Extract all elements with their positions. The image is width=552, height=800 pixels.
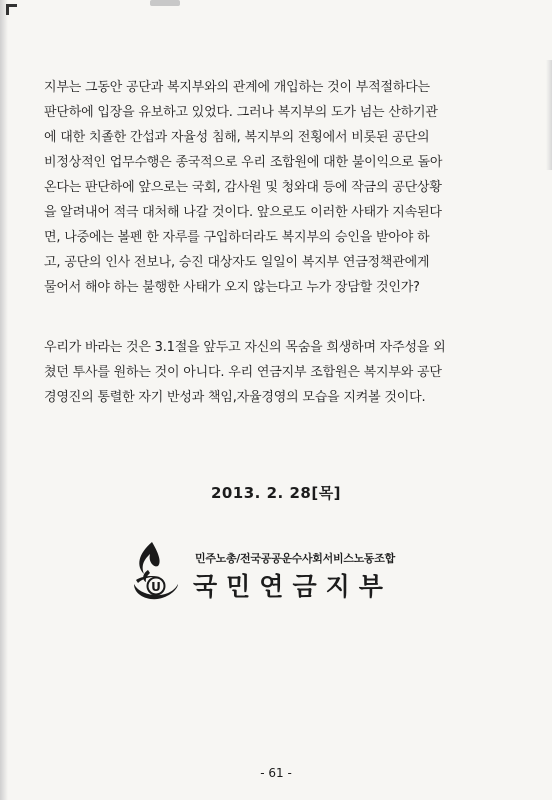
- body-paragraph-1: [44, 75, 522, 300]
- logo-letter: U: [151, 580, 161, 594]
- scan-edge-left: [0, 0, 8, 800]
- text-line: 온다는 판단하에 앞으로는 국회, 감사원 및 청와대 등에 작금의 공단상황: [44, 180, 442, 195]
- scan-edge-right: [546, 60, 552, 170]
- text-line: 비정상적인 업무수행은 종국적으로 우리 조합원에 대한 불이익으로 돌아: [44, 155, 443, 170]
- flame-u-logo-icon: [128, 540, 183, 602]
- corner-mark: [6, 4, 17, 15]
- text-line: 경영진의 통렬한 자기 반성과 책임,자율경영의 모습을 지켜볼 것이다.: [44, 390, 426, 405]
- body-paragraph-2: [44, 335, 522, 410]
- text-line: 을 알려내어 적극 대처해 나갈 것이다. 앞으로도 이러한 사태가 지속된다: [44, 205, 442, 220]
- text-line: 에 대한 치졸한 간섭과 자율성 침해, 복지부의 전횡에서 비롯된 공단의: [44, 130, 430, 145]
- text-line: 판단하에 입장을 유보하고 있었다. 그러나 복지부의 도가 넘는 산하기관: [44, 105, 438, 120]
- org-name: 국민연금지부: [193, 572, 392, 601]
- top-smudge: [150, 0, 180, 6]
- text-line: 지부는 그동안 공단과 복지부와의 관계에 개입하는 것이 부적절하다는: [44, 80, 430, 95]
- logo-graphic: [128, 540, 183, 602]
- org-subtitle: 민주노총/전국공공운수사회서비스노동조합: [195, 552, 395, 565]
- text-line: 물어서 해야 하는 불행한 사태가 오지 않는다고 누가 장담할 것인가?: [44, 280, 420, 295]
- text-line: 쳤던 투사를 원하는 것이 아니다. 우리 연금지부 조합원은 복지부와 공단: [44, 365, 442, 380]
- text-line: 면, 나중에는 볼펜 한 자루를 구입하더라도 복지부의 승인을 받아야 하: [44, 230, 430, 245]
- document-date: 2013. 2. 28[목]: [210, 484, 342, 502]
- page-number: - 61 -: [260, 766, 292, 780]
- text-line: 고, 공단의 인사 전보나, 승진 대상자도 일일이 복지부 연금정책관에게: [44, 255, 430, 270]
- text-line: 우리가 바라는 것은 3.1절을 앞두고 자신의 목숨을 희생하며 자주성을 외: [44, 340, 446, 355]
